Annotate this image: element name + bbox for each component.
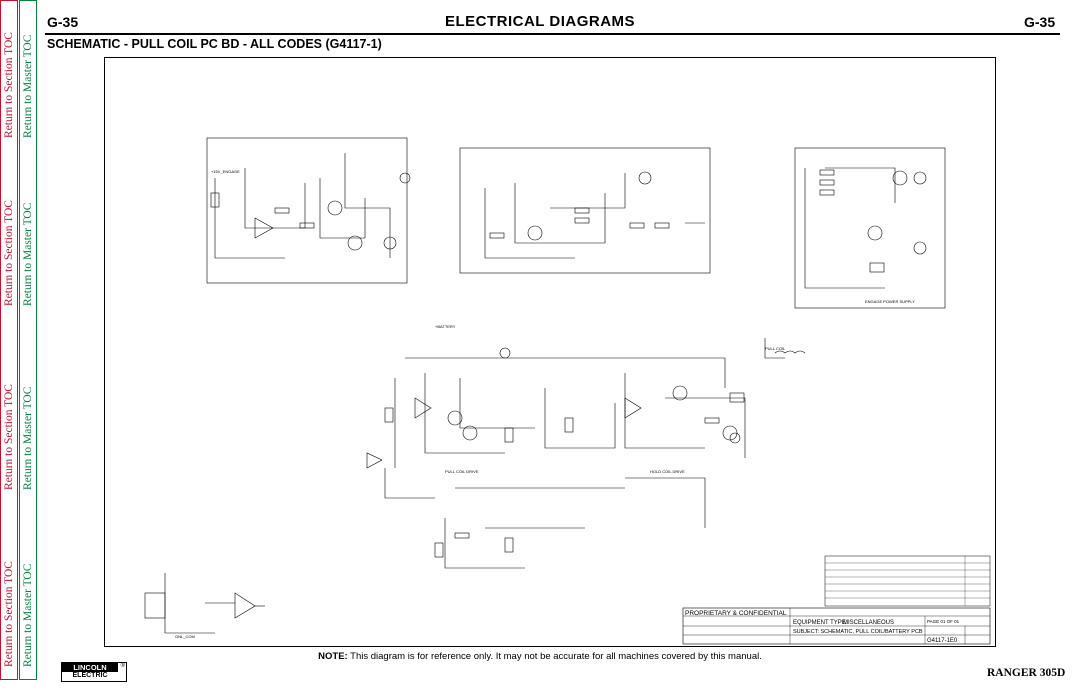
page-number-left: G-35 bbox=[47, 14, 79, 30]
return-to-section-toc-link-4[interactable]: Return to Section TOC bbox=[3, 561, 15, 667]
pull-drive-label: PULL COIL DRIVE bbox=[445, 469, 479, 474]
equipment-type-value: MISCELLANEOUS bbox=[843, 620, 895, 626]
return-to-master-toc-link-3[interactable]: Return to Master TOC bbox=[22, 386, 34, 490]
reference-note bbox=[0, 651, 1080, 662]
schematic-subtitle: SCHEMATIC - PULL COIL PC BD - ALL CODES (G4117-1) bbox=[47, 37, 382, 51]
return-to-master-toc-link-1[interactable]: Return to Master TOC bbox=[22, 34, 34, 138]
note-label: NOTE: bbox=[318, 651, 348, 662]
hold-drive-label: HOLD COIL DRIVE bbox=[650, 469, 685, 474]
return-to-section-toc-link-3[interactable]: Return to Section TOC bbox=[3, 384, 15, 490]
drawing-number: G4117-1E0 bbox=[927, 638, 958, 644]
return-to-master-toc-link-4[interactable]: Return to Master TOC bbox=[22, 563, 34, 667]
header-rule bbox=[45, 33, 1060, 35]
battery-label: +BATTERY bbox=[435, 324, 456, 329]
engage-label: +15V_ENGAGE bbox=[211, 169, 240, 174]
battery-circuit-block bbox=[460, 148, 710, 273]
engage-input-block bbox=[145, 573, 265, 633]
note-text: This diagram is for reference only. It may not be accurate for all machines covered by this manual. bbox=[347, 651, 762, 662]
engage-circuit-block bbox=[207, 138, 410, 283]
pull-coil-label: PULL COIL bbox=[765, 346, 786, 351]
pull-coil-drive-block bbox=[385, 338, 805, 468]
proprietary-notice: PROPRIETARY & CONFIDENTIAL bbox=[685, 610, 787, 617]
lincoln-electric-logo bbox=[61, 662, 127, 682]
title-block bbox=[683, 556, 990, 644]
logo-bottom-text: ELECTRIC bbox=[72, 672, 108, 679]
logo-top-text: LINCOLN bbox=[62, 663, 118, 672]
equipment-type-label: EQUIPMENT TYPE: bbox=[793, 620, 848, 626]
schematic-frame bbox=[104, 57, 996, 647]
return-to-section-toc-link-2[interactable]: Return to Section TOC bbox=[3, 200, 15, 306]
registered-mark: ® bbox=[120, 663, 125, 669]
schematic-drawing bbox=[105, 58, 995, 646]
subject-text: SUBJECT: SCHEMATIC, PULL COIL/BATTERY PCB bbox=[793, 629, 923, 635]
page-number-right: G-35 bbox=[1024, 14, 1056, 30]
model-name: RANGER 305D bbox=[987, 667, 1066, 679]
power-supply-label: ENGAGE POWER SUPPLY bbox=[865, 299, 915, 304]
page-title: ELECTRICAL DIAGRAMS bbox=[444, 13, 636, 30]
ground-label: GNL_COM bbox=[175, 634, 195, 639]
page-count: PAGE 01 OF 01 bbox=[927, 619, 960, 624]
return-to-section-toc-link-1[interactable]: Return to Section TOC bbox=[3, 32, 15, 138]
engage-power-supply-block bbox=[795, 148, 945, 308]
return-to-master-toc-link-2[interactable]: Return to Master TOC bbox=[22, 202, 34, 306]
toc-sidebar bbox=[0, 0, 38, 680]
